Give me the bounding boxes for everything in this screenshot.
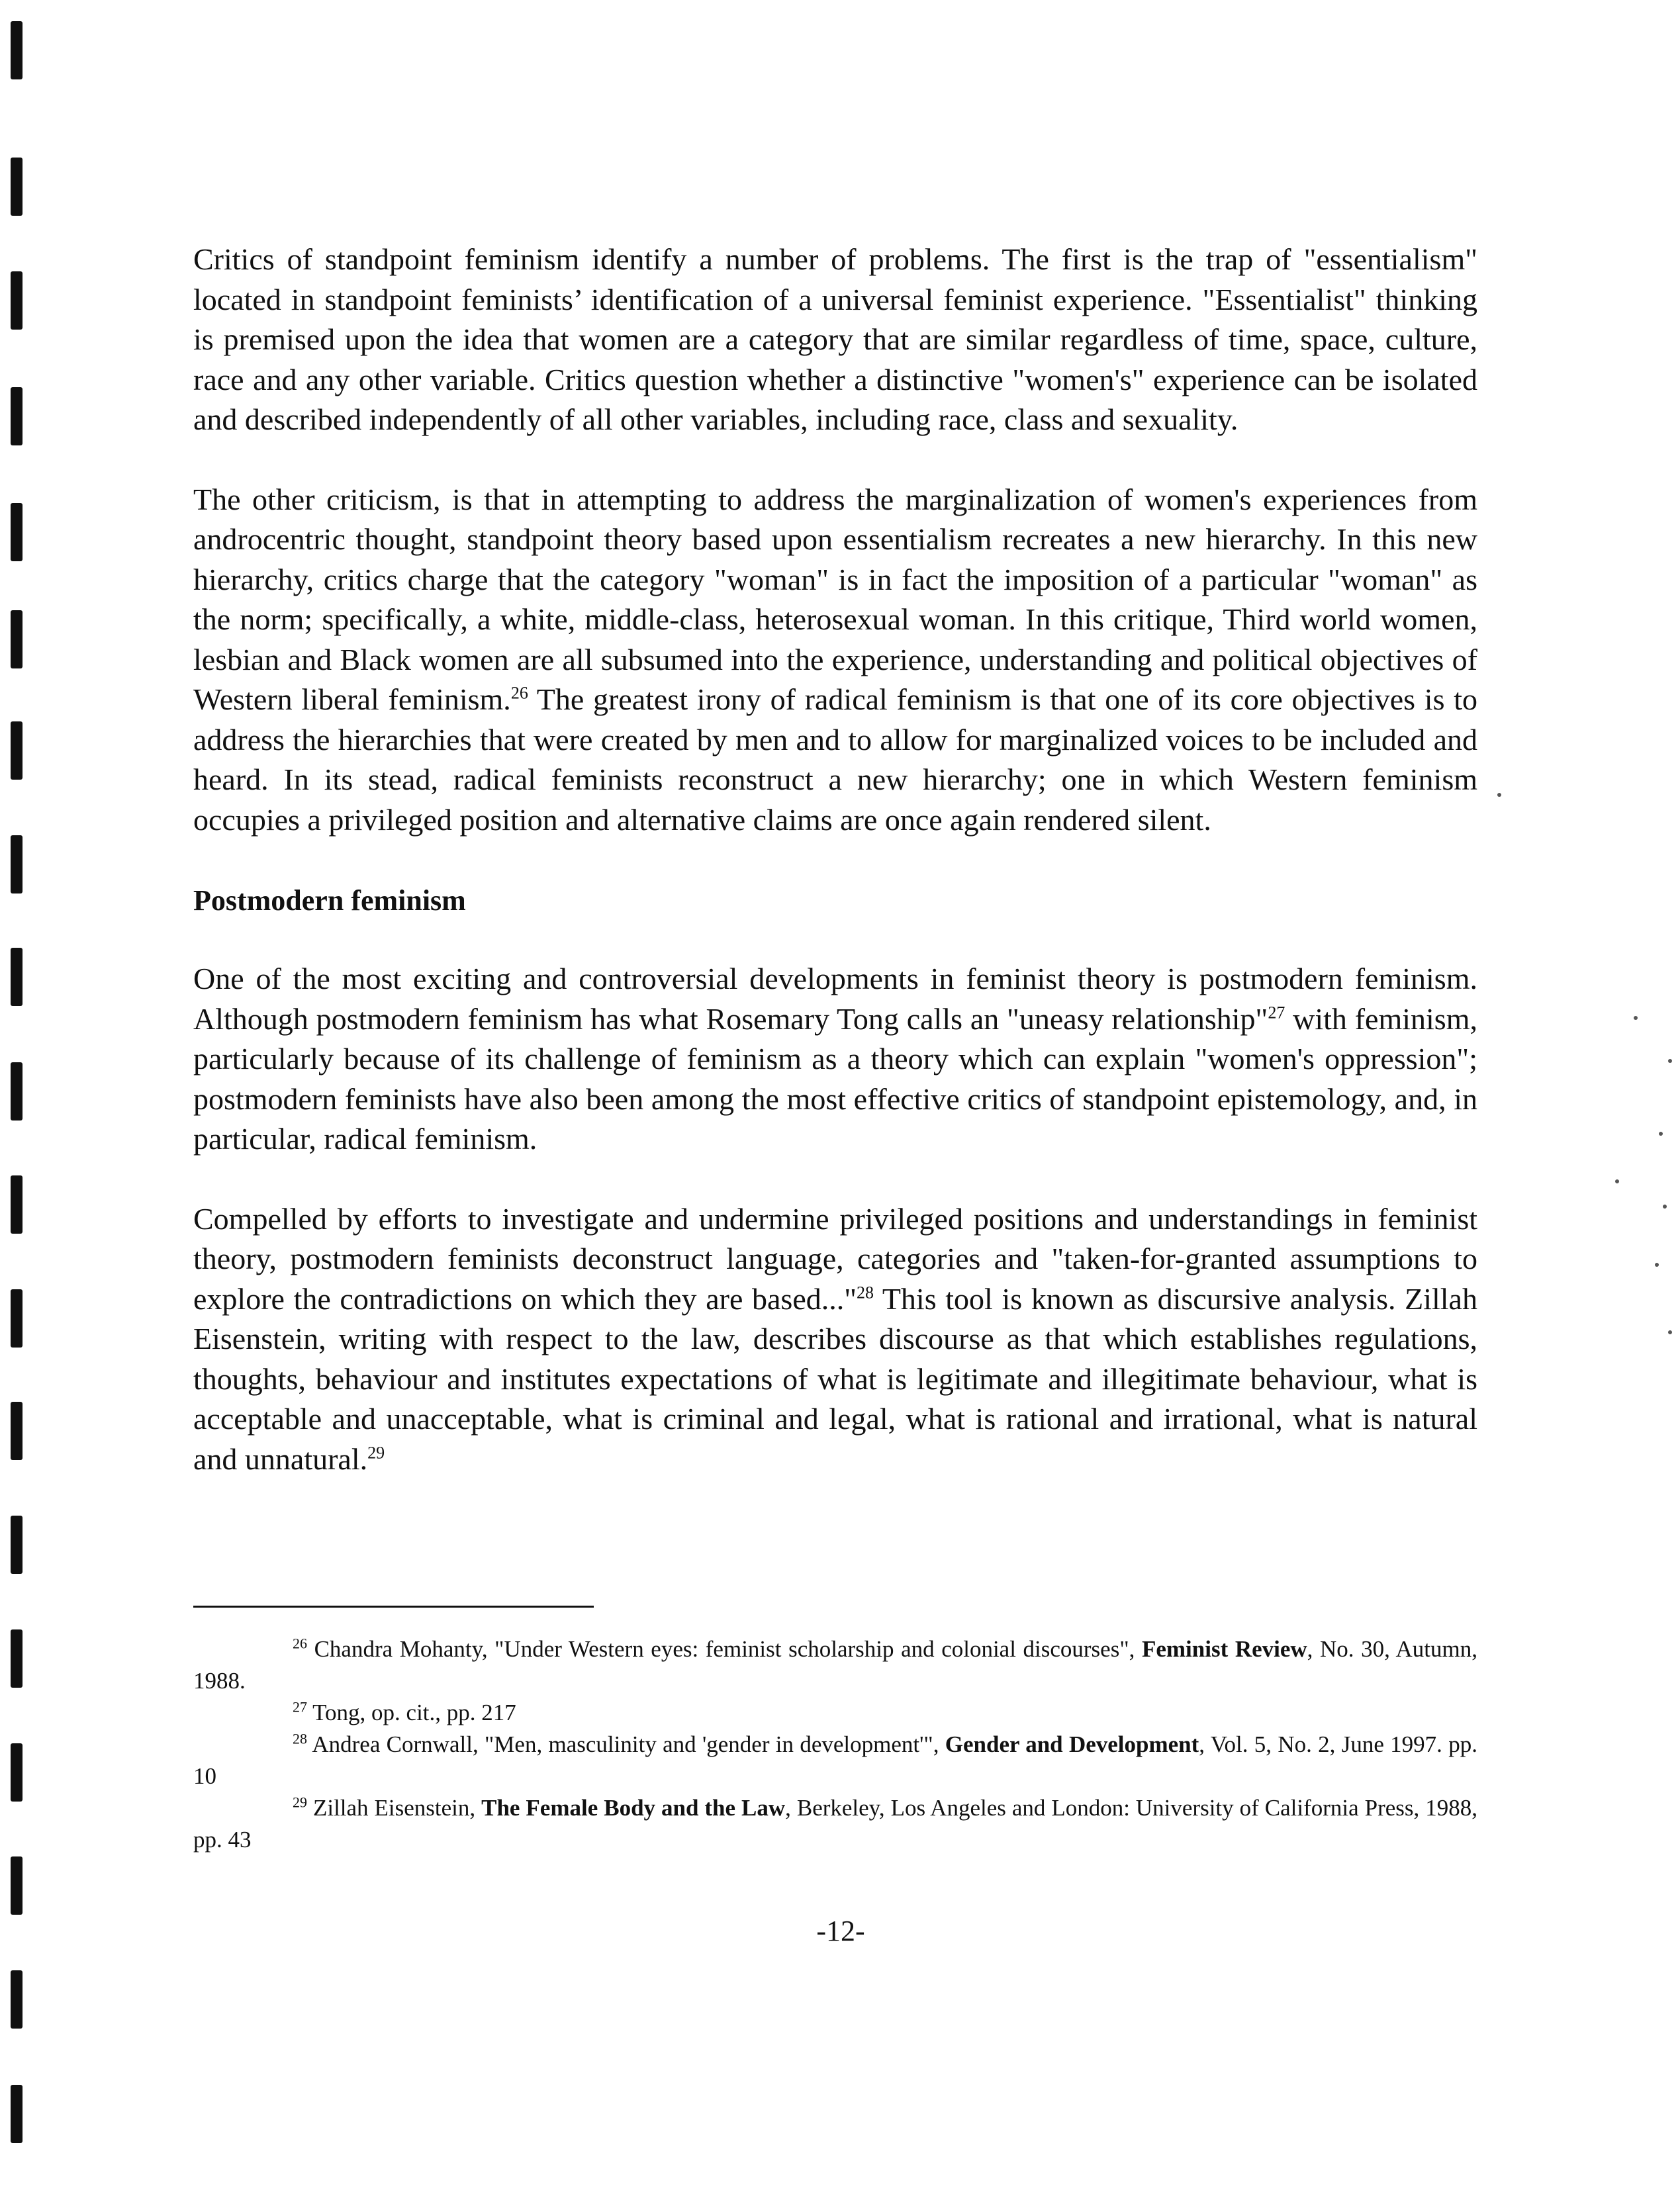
scan-speck (1668, 1059, 1672, 1063)
binding-mark (11, 503, 23, 561)
footnote-ref: 26 (510, 683, 528, 703)
footnote-ref: 27 (1268, 1003, 1285, 1023)
page-number: -12- (816, 1915, 865, 1947)
paragraph-text: The other criticism, is that in attempting to address the marginalization of women's experiences from androcentric thought, standpoint theory based upon essentialism recreates a new hierarchy. In this new hierarchy, critics charge that the category "woman" is in fact the imposition of a particular "woman" as the norm; specifically, a white, middle-class, heterosexual woman. In this critique, Third world women, lesbian and Black women are all subsumed into the experience, understanding and political objectives of Western liberal feminism. (193, 482, 1477, 716)
binding-mark (11, 1402, 23, 1460)
footnote-text: , Vol. 5, No. 2, June 1997. pp. 10 (193, 1731, 1477, 1789)
paragraph-text: The greatest irony of radical feminism is that one of its core objectives is to address the hierarchies that were created by men and to allow for marginalized voices to be included and heard. In its stead, radical feminists reconstruct a new hierarchy; one in which Western feminism occupies a privileged position and alternative claims are once again rendered silent. (193, 682, 1477, 837)
binding-mark (11, 721, 23, 780)
binding-mark (11, 835, 23, 893)
footnote-ref: 28 (857, 1283, 874, 1303)
scan-speck (1615, 1179, 1619, 1183)
paragraph-hierarchy (193, 480, 1477, 841)
binding-mark (11, 948, 23, 1006)
footnote-text: , No. 30, Autumn, 1988. (193, 1636, 1478, 1694)
binding-mark (11, 1516, 23, 1574)
paragraph-text: This tool is known as discursive analysis. Zillah Eisenstein, writing with respect to the law, describes discourse as that which establishes regulations, thoughts, behaviour and institutes expectations of what is legitimate and illegitimate behaviour, what is acceptable and unacceptable, what is criminal and legal, what is rational and irrational, what is natural and unnatural. (193, 1281, 1477, 1476)
footnote-number: 28 (293, 1730, 307, 1747)
footnote-divider (193, 1606, 594, 1608)
section-heading: Postmodern feminism (193, 884, 466, 917)
binding-mark (11, 1970, 23, 2029)
footnotes (193, 1633, 1477, 1856)
paragraph-essentialism: Critics of standpoint feminism identify a number of problems. The first is the trap of "essentialism" located in standpoint feminists’ identification of a universal feminist experience. "Essentialist" thinking is premised upon the idea that women are a category that are similar regardless of time, space, culture, race and any other variable. Critics question whether a distinctive "women's" experience can be isolated and described independently of all other variables, including race, class and sexuality. (193, 242, 1477, 436)
scan-speck (1668, 1330, 1672, 1334)
binding-mark (11, 2085, 23, 2143)
binding-mark (11, 1743, 23, 1802)
binding-marks (0, 0, 40, 2198)
scan-speck (1659, 1132, 1663, 1136)
binding-mark (11, 271, 23, 330)
binding-mark (11, 1289, 23, 1348)
footnote-text: Tong, op. cit., pp. 217 (307, 1700, 516, 1725)
binding-mark (11, 21, 23, 79)
footnote (193, 1697, 1477, 1729)
footnote-text: Zillah Eisenstein, (307, 1795, 482, 1821)
footnote-number: 26 (293, 1635, 307, 1652)
paragraph-discourse (193, 1199, 1477, 1480)
scan-speck (1663, 1205, 1667, 1209)
binding-mark (11, 610, 23, 668)
binding-mark (11, 158, 23, 216)
footnote-title: Feminist Review (1141, 1636, 1307, 1662)
paragraph-text: with feminism, particularly because of its challenge of feminism as a theory which can explain "women's oppression"; postmodern feminists have also been among the most effective critics of standpoint epistemology, and, in particular, radical feminism. (193, 1001, 1477, 1156)
binding-mark (11, 1629, 23, 1688)
footnote-title: The Female Body and the Law (481, 1795, 786, 1821)
body-text (193, 240, 1477, 1479)
scan-speck (1655, 1263, 1659, 1267)
footnote-text: , Berkeley, Los Angeles and London: University of California Press, 1988, pp. 43 (193, 1795, 1477, 1853)
scan-speck (1634, 1016, 1638, 1020)
footnote-ref: 29 (367, 1443, 385, 1463)
footnote-number: 29 (293, 1794, 307, 1811)
binding-mark (11, 1062, 23, 1121)
binding-mark (11, 387, 23, 445)
footnote (193, 1729, 1477, 1792)
paragraph-text: One of the most exciting and controversial developments in feminist theory is postmodern feminism. Although postmodern feminism has what Rosemary Tong calls an "uneasy relationship" (193, 962, 1477, 1036)
binding-mark (11, 1856, 23, 1915)
footnote-text: Chandra Mohanty, "Under Western eyes: feminist scholarship and colonial discourses", (307, 1636, 1142, 1662)
footnote-title: Gender and Development (945, 1731, 1199, 1757)
scan-speck (1497, 793, 1501, 797)
footnote (193, 1792, 1477, 1856)
paragraph-text: Compelled by efforts to investigate and undermine privileged positions and understandings in feminist theory, postmodern feminists deconstruct language, categories and "taken-for-granted assumptions to explore the contradictions on which they are based..." (193, 1201, 1477, 1316)
footnote-number: 27 (293, 1698, 307, 1716)
footnote (193, 1633, 1477, 1697)
binding-mark (11, 1175, 23, 1234)
paragraph-postmodern (193, 959, 1477, 1160)
footnote-text: Andrea Cornwall, "Men, masculinity and 'gender in development'", (307, 1731, 945, 1757)
